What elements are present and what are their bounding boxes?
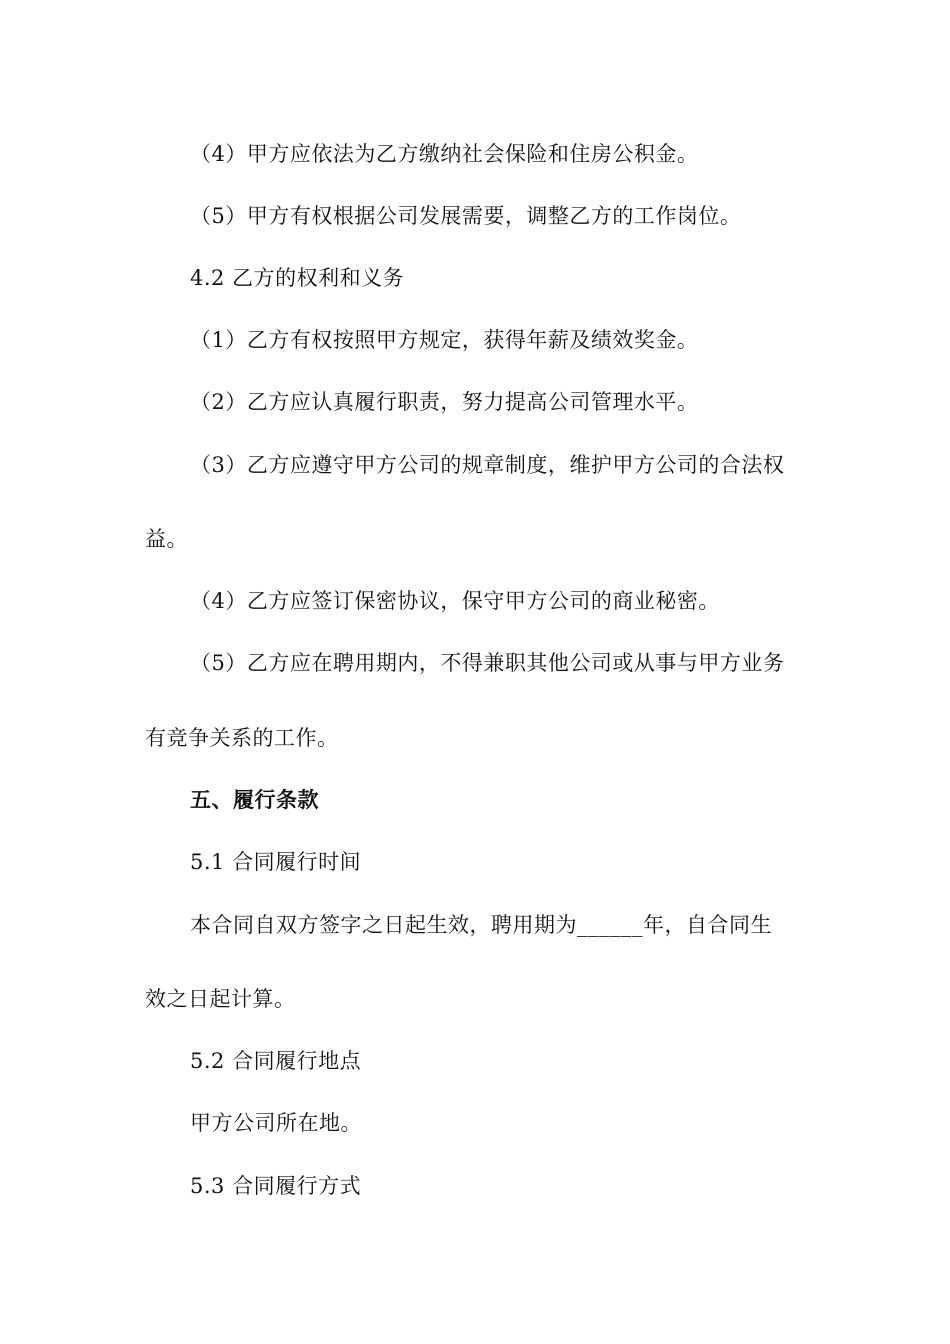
clause-4-2-item-5: （5）乙方应在聘用期内，不得兼职其他公司或从事与甲方业务	[190, 651, 785, 675]
clause-4-2-item-1: （1）乙方有权按照甲方规定，获得年薪及绩效奖金。	[190, 328, 699, 352]
section-5-3-heading: 5.3 合同履行方式	[190, 1174, 362, 1198]
clause-5-2-text: 甲方公司所在地。	[190, 1111, 362, 1135]
clause-4-2-item-4: （4）乙方应签订保密协议，保守甲方公司的商业秘密。	[190, 589, 720, 613]
clause-4-2-item-2: （2）乙方应认真履行职责，努力提高公司管理水平。	[190, 390, 699, 414]
clause-5-1-text: 本合同自双方签字之日起生效，聘用期为______年，自合同生	[190, 913, 772, 937]
section-5-2-heading: 5.2 合同履行地点	[190, 1049, 362, 1073]
clause-4-1-item-5: （5）甲方有权根据公司发展需要，调整乙方的工作岗位。	[190, 204, 742, 228]
section-5-1-heading: 5.1 合同履行时间	[190, 850, 362, 874]
clause-4-2-item-3-continued: 益。	[145, 527, 188, 551]
section-4-2-heading: 4.2 乙方的权利和义务	[190, 266, 405, 290]
clause-4-1-item-4: （4）甲方应依法为乙方缴纳社会保险和住房公积金。	[190, 142, 699, 166]
section-5-heading: 五、履行条款	[190, 787, 319, 812]
clause-5-1-text-continued: 效之日起计算。	[145, 987, 296, 1011]
clause-4-2-item-3: （3）乙方应遵守甲方公司的规章制度，维护甲方公司的合法权	[190, 453, 785, 477]
clause-4-2-item-5-continued: 有竞争关系的工作。	[145, 726, 339, 750]
